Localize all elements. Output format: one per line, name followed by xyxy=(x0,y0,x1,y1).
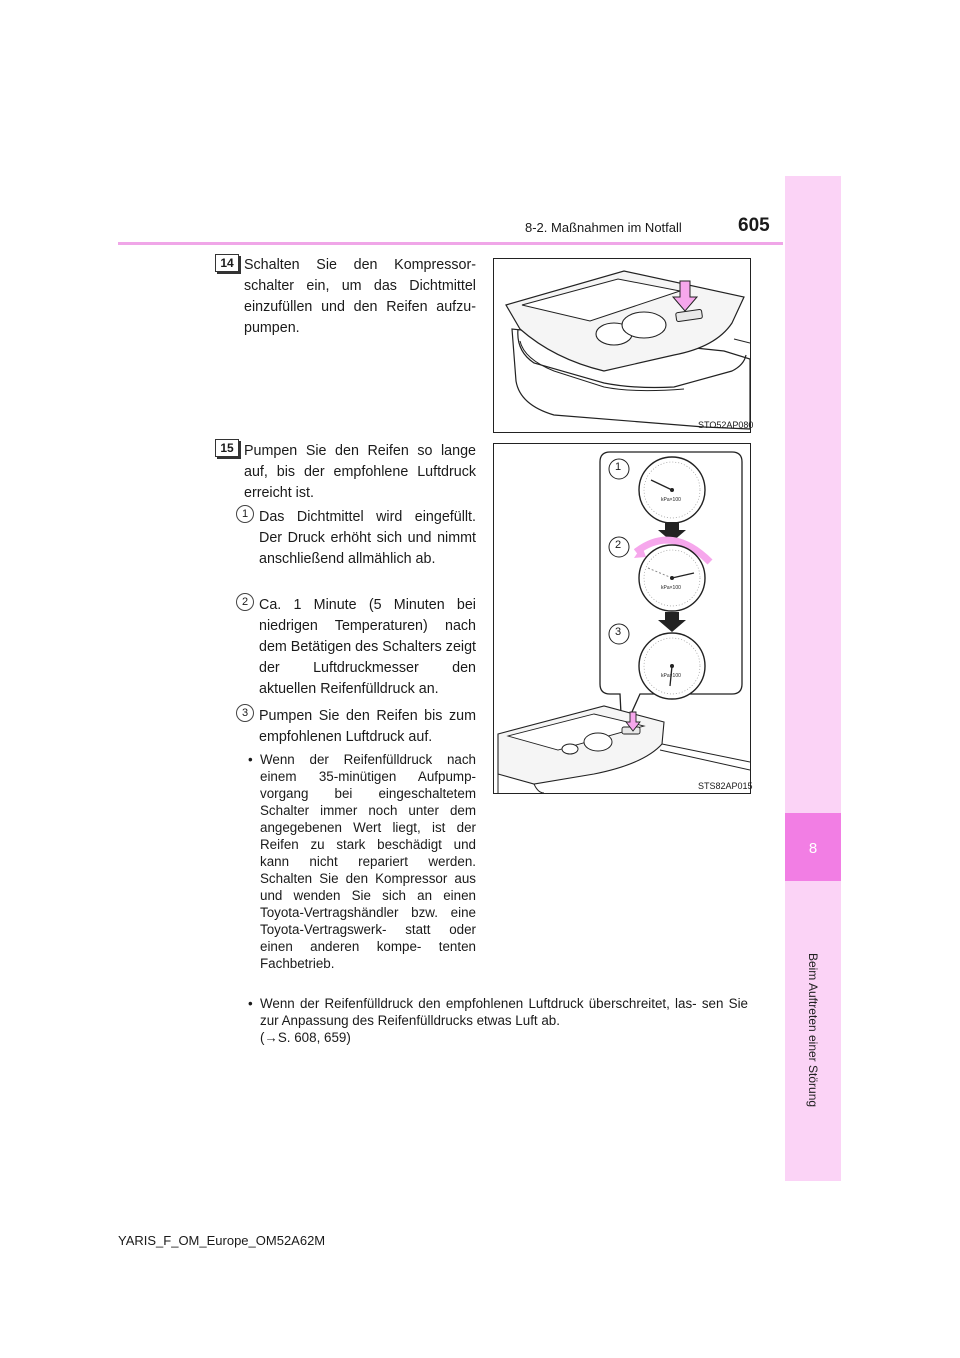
gauge-label-3: 3 xyxy=(615,626,622,638)
sub-item-1-text: Das Dichtmittel wird eingefüllt. Der Druck erhöht sich und nimmt anschließend allmählich ab. xyxy=(259,509,476,567)
step-15-text: Pumpen Sie den Reifen so lange auf, bis der empfohlene Luftdruck erreicht ist. xyxy=(244,443,476,501)
gauge-label-1: 1 xyxy=(615,461,622,473)
gauge-1 xyxy=(639,457,705,523)
bullet-note-1: • Wenn der Reifenfülldruck nach einem 35-minütigen Aufpump- vorgang bei eingeschaltetem Schalter immer noch unter dem angegebenen Wert liegt, ist der Reifen zu stark beschädigt und kann nicht repariert werden. Schalten Sie den Kompressor aus und wenden Sie sich an einen Toyota-Vertragshändler bzw. eine Toyota-Vertragswerk- statt oder einen anderen kompe- tenten Fachbetrieb. xyxy=(260,751,476,972)
figure-code-080: STO52AP080 xyxy=(698,420,754,430)
sub-item-3-text: Pumpen Sie den Reifen bis zum empfohlenen Luftdruck auf. xyxy=(259,708,476,745)
compressor-illustration xyxy=(494,259,750,432)
page-reference: (→S. 608, 659) xyxy=(260,1030,351,1045)
gauge-unit-3: kPa×100 xyxy=(661,673,681,679)
pressure-gauge-figure xyxy=(493,443,751,794)
gauge-3 xyxy=(639,633,705,699)
sub-item-number-2: 2 xyxy=(236,593,254,611)
sub-item-number-3: 3 xyxy=(236,704,254,722)
document-id: YARIS_F_OM_Europe_OM52A62M xyxy=(118,1233,326,1248)
gauge-unit-2: kPa×100 xyxy=(661,585,681,591)
page-number: 605 xyxy=(738,215,770,236)
compressor-switch-figure xyxy=(493,258,754,433)
step-14-text: Schalten Sie den Kompressor- schalter ein, um das Dichtmittel einzufüllen und den Reifen aufzu- pumpen. xyxy=(244,257,476,336)
gauge-unit-1: kPa×100 xyxy=(661,497,681,503)
chapter-title: Beim Auftreten einer Störung xyxy=(806,952,820,1108)
header-rule xyxy=(118,242,783,245)
chapter-number: 8 xyxy=(808,840,818,857)
sub-item-2-text: Ca. 1 Minute (5 Minuten bei niedrigen Temperaturen) nach dem Betätigen des Schalters zeigt der Luftdruckmesser den aktuellen Reifenfülldruck an. xyxy=(259,597,476,697)
chapter-title-wrap xyxy=(785,890,841,1170)
step-badge-15: 15 xyxy=(215,439,239,457)
step-badge-14: 14 xyxy=(215,254,239,272)
gauge-label-2: 2 xyxy=(615,539,622,551)
gauge-sequence-illustration xyxy=(494,444,750,793)
bullet-note-2: • Wenn der Reifenfülldruck den empfohlenen Luftdruck überschreitet, las- sen Sie zur Anpassung des Reifenfülldrucks etwas Luft ab. xyxy=(260,995,748,1029)
sub-item-number-1: 1 xyxy=(236,505,254,523)
figure-code-015: STS82AP015 xyxy=(698,781,753,791)
section-title: 8-2. Maßnahmen im Notfall xyxy=(525,220,682,235)
